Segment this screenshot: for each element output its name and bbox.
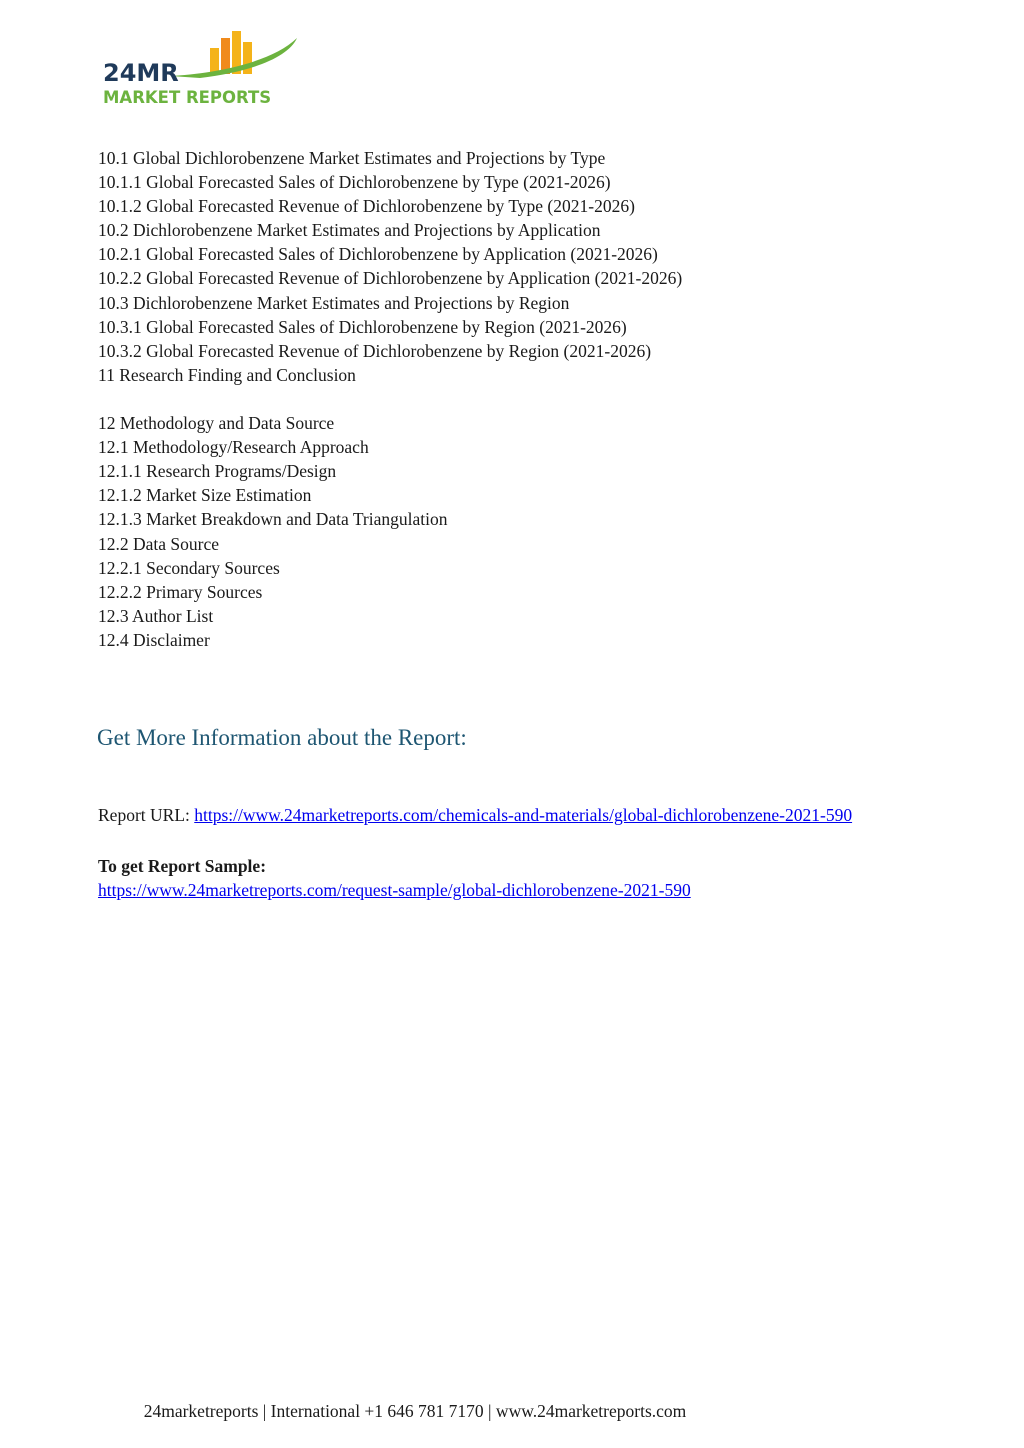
report-url-line: [98, 805, 852, 826]
logo-mark-text: 24MR: [103, 59, 179, 87]
toc-entry: 12.1.1 Research Programs/Design: [98, 461, 337, 482]
toc-entry: 12.1.2 Market Size Estimation: [98, 485, 312, 506]
toc-entry: 10.2.1 Global Forecasted Sales of Dichlorobenzene by Application (2021-2026): [98, 244, 658, 265]
toc-entry: 12.2.2 Primary Sources: [98, 581, 263, 602]
toc-entry: 12.1 Methodology/Research Approach: [98, 437, 369, 458]
toc-entry: 12.4 Disclaimer: [98, 629, 210, 650]
toc-entry: 10.2.2 Global Forecasted Revenue of Dichlorobenzene by Application (2021-2026): [98, 268, 683, 289]
report-url-label: Report URL:: [98, 805, 195, 825]
toc-entry: 10.1.1 Global Forecasted Sales of Dichlorobenzene by Type (2021-2026): [98, 172, 611, 193]
logo-graphic: [100, 28, 310, 110]
toc-entry: 12.1.3 Market Breakdown and Data Triangulation: [98, 509, 448, 530]
report-url-link[interactable]: https://www.24marketreports.com/chemicals-and-materials/global-dichlorobenzene-2021-590: [194, 805, 853, 825]
page-footer: 24marketreports | International +1 646 781 7170 | www.24marketreports.com: [143, 1401, 687, 1421]
table-of-contents: [98, 146, 682, 652]
toc-entry: 10.2 Dichlorobenzene Market Estimates and Projections by Application: [98, 220, 601, 241]
report-sample-label: To get Report Sample:: [98, 856, 267, 876]
logo-bar-1: [210, 48, 219, 74]
company-logo: [100, 28, 310, 110]
toc-entry: 10.1.2 Global Forecasted Revenue of Dichlorobenzene by Type (2021-2026): [98, 196, 635, 217]
toc-entry: 10.3.2 Global Forecasted Revenue of Dichlorobenzene by Region (2021-2026): [98, 340, 652, 361]
more-info-heading: Get More Information about the Report:: [97, 725, 467, 750]
report-sample-link[interactable]: https://www.24marketreports.com/request-sample/global-dichlorobenzene-2021-590: [98, 880, 691, 900]
toc-entry: 11 Research Finding and Conclusion: [98, 364, 356, 385]
toc-entry: 10.1 Global Dichlorobenzene Market Estimates and Projections by Type: [98, 148, 606, 168]
toc-entry: 12.2 Data Source: [98, 533, 220, 554]
toc-entry: 12 Methodology and Data Source: [98, 413, 335, 434]
logo-wordmark: MARKET REPORTS: [103, 88, 272, 107]
toc-entry: 12.2.1 Secondary Sources: [98, 557, 280, 578]
toc-entry: 10.3.1 Global Forecasted Sales of Dichlorobenzene by Region (2021-2026): [98, 316, 627, 337]
toc-entry: 10.3 Dichlorobenzene Market Estimates and Projections by Region: [98, 292, 570, 313]
toc-entry: 12.3 Author List: [98, 605, 214, 626]
report-sample-block: [98, 854, 691, 902]
toc-spacer: [98, 387, 682, 411]
